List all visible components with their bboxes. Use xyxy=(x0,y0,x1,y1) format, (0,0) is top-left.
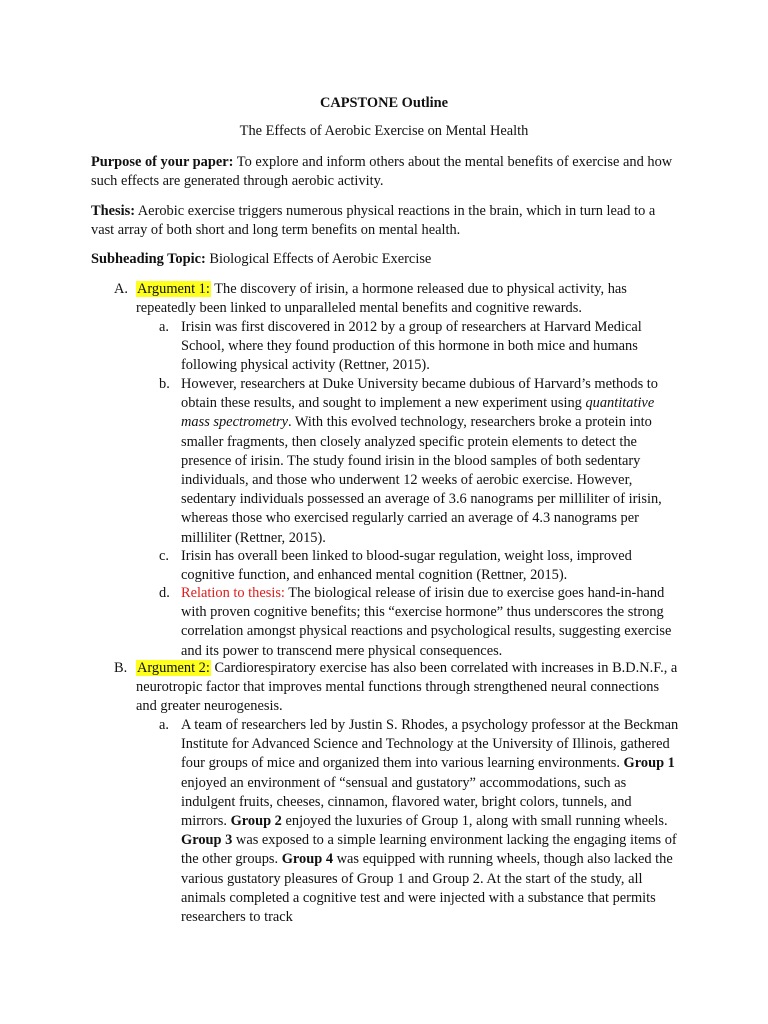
argument-marker: A. xyxy=(114,281,128,297)
relation-to-thesis-text: The biological release of irisin due to exercise goes hand-in-hand with proven cognitive benefits; this “exercise hormone” thus underscores the strong correlation amongst physical reactions and psychological results, suggesting exercise and its power to transcend mere physical consequences. xyxy=(181,585,672,659)
point-marker: d. xyxy=(159,585,170,601)
argument-1-body: The discovery of irisin, a hormone released due to physical activity, has repeatedly been linked to unparalleled mental benefits and cognitive rewards. xyxy=(136,281,627,316)
subheading-paragraph xyxy=(91,250,681,269)
argument-1-text xyxy=(136,280,682,318)
point-text-post: . With this evolved technology, researchers broke a protein into smaller fragments, then closely analyzed specific protein elements to detect the presence of irisin. The study found irisin in the blood samples of both sedentary individuals, and those who underwent 12 weeks of aerobic exercise. However, sedentary individuals possessed an average of 3.6 nanograms per milliliter of irisin, whereas those who exercised regularly carried an average of 4.3 nanograms per milliliter (Rettner, 2015). xyxy=(181,414,662,546)
purpose-text: To explore and inform others about the mental benefits of exercise and how such effects are generated through aerobic activity. xyxy=(91,154,673,189)
group-2-label: Group 2 xyxy=(230,813,282,830)
group-3-label: Group 3 xyxy=(181,832,233,849)
point-text-pre: However, researchers at Duke University became dubious of Harvard’s methods to obtain these results, and sought to implement a new experiment using xyxy=(181,376,658,412)
point-text: Irisin was first discovered in 2012 by a group of researchers at Harvard Medical School, where they found production of this hormone in both mice and humans following physical activity (Rettner, 2015). xyxy=(181,319,642,374)
point-text xyxy=(181,584,681,661)
argument-marker: B. xyxy=(114,660,128,676)
point-text-part: enjoyed the luxuries of Group 1, along with small running wheels. xyxy=(281,813,668,830)
point-marker: c. xyxy=(159,548,169,564)
point-text-part: was equipped with running wheels, though also lacked the various gustatory pleasures of Group 1 and Group 2. At the start of the study, all animals completed a cognitive test and were injected with a substance that permits researchers to track xyxy=(181,851,673,926)
point-text-italic: quantitative mass spectrometry xyxy=(181,395,655,431)
subheading-text: Biological Effects of Aerobic Exercise xyxy=(205,251,432,267)
point-text: Irisin has overall been linked to blood-sugar regulation, weight loss, improved cognitive function, and enhanced mental cognition (Rettner, 2015). xyxy=(181,548,632,584)
argument-2-text xyxy=(136,659,682,716)
group-1-label: Group 1 xyxy=(623,755,675,772)
page-title: CAPSTONE Outline xyxy=(319,95,449,111)
point-text xyxy=(181,716,681,927)
point-text-part: A team of researchers led by Justin S. Rhodes, a psychology professor at the Beckman Institute for Advanced Science and Technology at the University of Illinois, gathered four groups of mice and organized them into various learning environments. xyxy=(181,717,679,772)
page-subtitle: The Effects of Aerobic Exercise on Mental Health xyxy=(239,123,529,139)
thesis-paragraph xyxy=(91,202,681,240)
argument-2-body: Cardiorespiratory exercise has also been correlated with increases in B.D.N.F., a neurotropic factor that improves mental functions through strengthened neural connections and greater neurogenesis. xyxy=(136,660,678,714)
purpose-paragraph xyxy=(91,153,681,191)
thesis-text: Aerobic exercise triggers numerous physical reactions in the brain, which in turn lead to a vast array of both short and long term benefits on mental health. xyxy=(91,203,656,238)
argument-1-label: Argument 1: xyxy=(137,281,210,297)
point-marker: b. xyxy=(159,376,170,392)
point-text xyxy=(181,375,681,548)
thesis-label: Thesis: xyxy=(91,203,135,219)
point-text-part: enjoyed an environment of “sensual and gustatory” accommodations, such as indulgent fruits, cheeses, cinnamon, flavored water, bright colors, tunnels, and mirrors. xyxy=(181,774,632,830)
point-marker: a. xyxy=(159,319,169,335)
subheading-label: Subheading Topic: xyxy=(91,251,206,267)
purpose-label: Purpose of your paper: xyxy=(91,154,234,170)
relation-to-thesis-label: Relation to thesis: xyxy=(181,585,285,601)
argument-2-label: Argument 2: xyxy=(137,660,210,676)
group-4-label: Group 4 xyxy=(281,851,334,868)
point-text-part: was exposed to a simple learning environment lacking the engaging items of the other groups. xyxy=(181,832,677,868)
point-marker: a. xyxy=(159,717,169,733)
